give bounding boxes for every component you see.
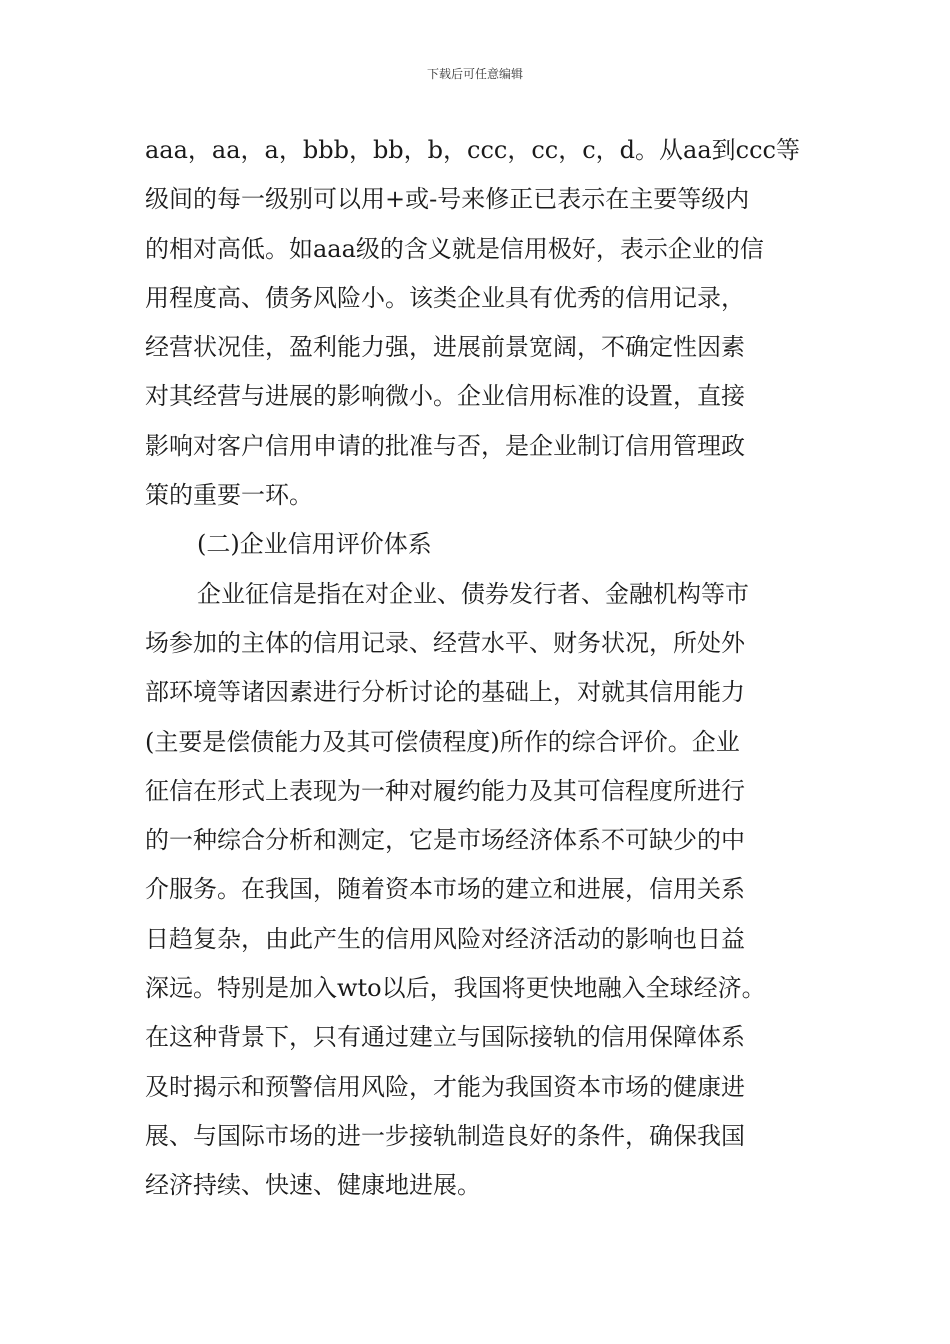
text-line: 日趋复杂，由此产生的信用风险对经济活动的影响也日益 xyxy=(145,924,745,953)
page-header: 下载后可任意编辑 xyxy=(426,67,523,81)
text-line: 场参加的主体的信用记录、经营水平、财务状况，所处外 xyxy=(145,628,745,657)
text-line: (主要是偿债能力及其可偿债程度)所作的综合评价。企业 xyxy=(145,727,740,756)
heading-line: (二)企业信用评价体系 xyxy=(197,530,432,559)
text-line: aaa，aa，a，bbb，bb，b，ccc，cc，c，d。从aa到ccc等 xyxy=(145,136,800,164)
text-line: 及时揭示和预警信用风险，才能为我国资本市场的健康进 xyxy=(145,1072,745,1101)
text-line: 影响对客户信用申请的批准与否，是企业制订信用管理政 xyxy=(145,431,745,460)
text-line: 展、与国际市场的进一步接轨制造良好的条件，确保我国 xyxy=(145,1121,745,1150)
section-heading xyxy=(145,520,805,569)
text-line: 对其经营与进展的影响微小。企业信用标准的设置，直接 xyxy=(145,382,745,411)
text-line: 深远。特别是加入wto以后，我国将更快地融入全球经济。 xyxy=(145,974,766,1003)
paragraph-credit-grades xyxy=(145,126,805,520)
text-line: 策的重要一环。 xyxy=(145,481,313,510)
text-line: 用程度高、债务风险小。该类企业具有优秀的信用记录， xyxy=(145,283,745,312)
text-line: 经济持续、快速、健康地进展。 xyxy=(145,1171,481,1200)
text-line: 经营状况佳，盈利能力强，进展前景宽阔，不确定性因素 xyxy=(145,333,745,362)
paragraph-credit-evaluation xyxy=(145,570,805,1211)
text-line: 级间的每一级别可以用+或-号来修正已表示在主要等级内 xyxy=(145,185,750,214)
text-line: 的相对高低。如aaa级的含义就是信用极好，表示企业的信 xyxy=(145,234,764,263)
text-line: 的一种综合分析和测定，它是市场经济体系不可缺少的中 xyxy=(145,826,745,855)
text-line: 企业征信是指在对企业、债券发行者、金融机构等市 xyxy=(197,579,749,608)
text-line: 部环境等诸因素进行分析讨论的基础上，对就其信用能力 xyxy=(145,678,745,707)
text-line: 征信在形式上表现为一种对履约能力及其可信程度所进行 xyxy=(145,776,745,805)
text-line: 介服务。在我国，随着资本市场的建立和进展，信用关系 xyxy=(145,875,745,904)
text-line: 在这种背景下，只有通过建立与国际接轨的信用保障体系 xyxy=(145,1023,745,1052)
document-body xyxy=(145,126,805,1211)
